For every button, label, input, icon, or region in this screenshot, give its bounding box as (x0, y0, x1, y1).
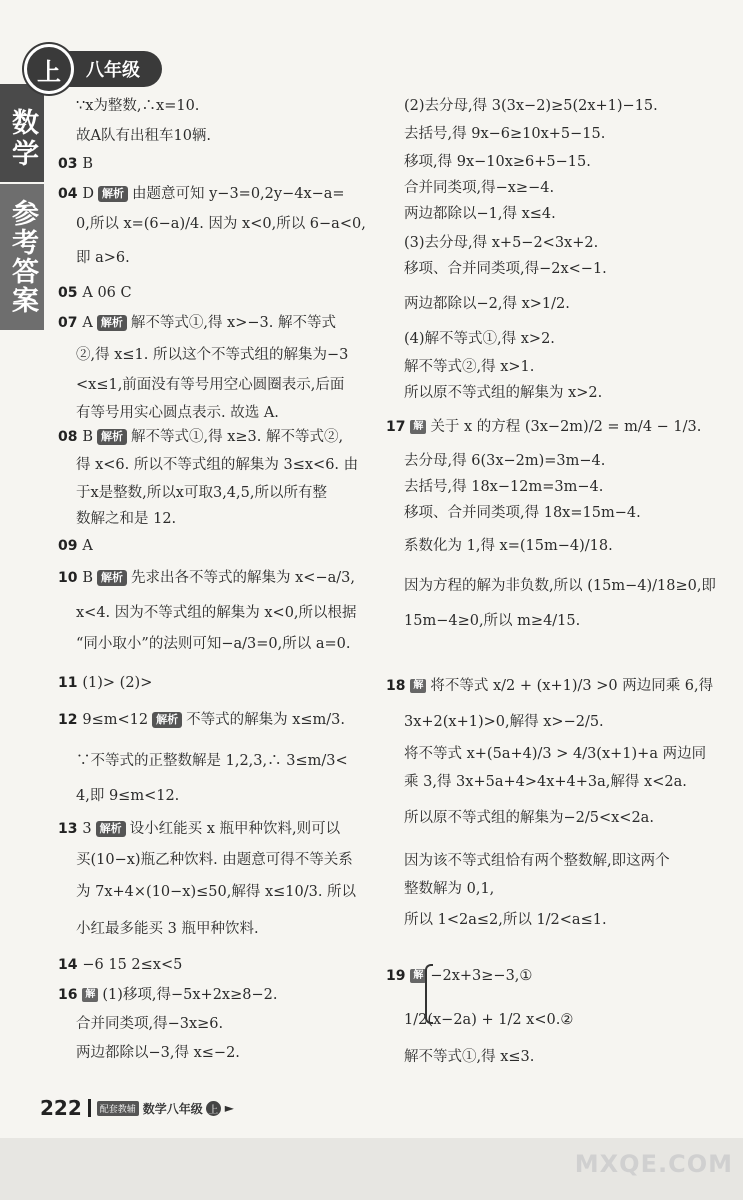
answer-item (58, 955, 182, 975)
solution-text: “同小取小”的法则可知−a/3=0,所以 a=0. (76, 636, 351, 652)
solution-text: 解不等式①,得 x>−3. 解不等式 (130, 315, 336, 331)
question-number: 18 (386, 678, 411, 694)
question-number: 09 (58, 538, 83, 554)
grade-badge (24, 44, 162, 94)
answer-line (404, 910, 607, 930)
answer-choice: 9≤m<12 (82, 712, 149, 728)
answer-line (404, 851, 670, 871)
answer-line (404, 259, 607, 279)
question-number: 10 (58, 570, 83, 586)
solution-text: 即 a>6. (76, 250, 130, 266)
question-number: 11 (58, 675, 83, 691)
subject-tab: 数学 (0, 84, 44, 182)
answer-line (404, 536, 613, 556)
question-number: 12 (58, 712, 83, 728)
answer-line (404, 357, 534, 377)
solution-text: 系数化为 1,得 x=(15m−4)/18. (404, 538, 613, 554)
solution-text: 因为方程的解为非负数,所以 (15m−4)/18≥0,即 (404, 578, 716, 594)
answer-line (404, 712, 604, 732)
solution-badge: 解 (82, 988, 98, 1002)
volume-badge: 上 (206, 1101, 221, 1116)
answer-line (76, 96, 199, 116)
analysis-badge: 解析 (97, 570, 127, 586)
solution-text: 去括号,得 18x−12m=3m−4. (404, 479, 604, 495)
answer-line (404, 96, 658, 116)
arrow-icon: ► (224, 1101, 235, 1115)
answer-choice: B (82, 429, 94, 445)
solution-text: 两边都除以−1,得 x≤4. (404, 206, 556, 222)
answer-line (404, 576, 716, 596)
answer-line (404, 451, 605, 471)
solution-text: 0,所以 x=(6−a)/4. 因为 x<0,所以 6−a<0, (76, 216, 366, 232)
analysis-badge: 解析 (98, 186, 128, 202)
solution-badge: 解 (410, 969, 426, 983)
solution-badge: 解 (410, 420, 426, 434)
answer-line (404, 611, 580, 631)
question-number: 16 (58, 987, 83, 1003)
question-number: 08 (58, 429, 83, 445)
page-number: 222 (40, 1096, 82, 1120)
solution-text: 不等式的解集为 x≤m/3. (186, 712, 345, 728)
answer-line (404, 152, 591, 172)
grade-mark: 上 (24, 44, 74, 94)
answer-line (404, 477, 603, 497)
solution-text: 4,即 9≤m<12. (76, 788, 180, 804)
solution-text: 所以原不等式组的解集为−2/5<x<2a. (404, 810, 654, 826)
question-number: 19 (386, 968, 411, 984)
answer-line (76, 751, 348, 771)
analysis-badge: 解析 (152, 712, 182, 728)
answer-line (76, 345, 348, 365)
answer-choice: B (82, 570, 94, 586)
solution-text: 所以原不等式组的解集为 x>2. (404, 385, 603, 401)
answer-line (404, 1047, 534, 1067)
answer-line (404, 808, 654, 828)
solution-text: 合并同类项,得−x≥−4. (404, 180, 555, 196)
solution-text: 因为该不等式组恰有两个整数解,即这两个 (404, 853, 670, 869)
answer-line (76, 455, 358, 475)
answer-item (58, 313, 336, 333)
answer-line (76, 483, 327, 503)
solution-text: 移项,得 9x−10x≥6+5−15. (404, 154, 591, 170)
system-brace (425, 964, 433, 1024)
solution-text: 关于 x 的方程 (3x−2m)/2 = m/4 − 1/3. (430, 419, 702, 435)
series-badge: 配套教辅 (97, 1101, 139, 1116)
analysis-badge: 解析 (97, 429, 127, 445)
solution-text: 故A队有出租车10辆. (76, 128, 212, 144)
solution-text: x<4. 因为不等式组的解集为 x<0,所以根据 (76, 605, 357, 621)
answer-item (58, 673, 152, 693)
solution-text: (3)去分母,得 x+5−2<3x+2. (404, 235, 599, 251)
solution-text: −2x+3≥−3,① (430, 968, 533, 984)
solution-text: 解不等式①,得 x≥3. 解不等式②, (131, 429, 344, 445)
answer-line (404, 503, 641, 523)
answer-line (76, 126, 211, 146)
answer-line (76, 634, 350, 654)
solution-text: ∵x为整数,∴x=10. (76, 98, 200, 114)
solution-text: 两边都除以−3,得 x≤−2. (76, 1045, 240, 1061)
solution-text: 解不等式①,得 x≤3. (404, 1049, 535, 1065)
question-number: 04 (58, 186, 83, 202)
answer-line (76, 603, 357, 623)
answer-item (58, 184, 345, 204)
solution-text: 去分母,得 6(3x−2m)=3m−4. (404, 453, 606, 469)
solution-text: 于x是整数,所以x可取3,4,5,所以所有整 (76, 485, 327, 501)
answer-item (58, 536, 93, 556)
answer-line (404, 383, 602, 403)
answer-line (404, 879, 494, 899)
answer-line (76, 1014, 223, 1034)
question-number: 14 (58, 957, 83, 973)
solution-text: 所以 1<2a≤2,所以 1/2<a≤1. (404, 912, 607, 928)
solution-text: 先求出各不等式的解集为 x<−a/3, (131, 570, 355, 586)
answer-choice: B (82, 156, 94, 172)
solution-text: 小红最多能买 3 瓶甲种饮料. (76, 921, 259, 937)
solution-text: ∵不等式的正整数解是 1,2,3,∴ 3≤m/3< (76, 753, 348, 769)
solution-text: 两边都除以−2,得 x>1/2. (404, 296, 570, 312)
book-title: 数学八年级 (142, 1101, 203, 1116)
question-number: 17 (386, 419, 411, 435)
answer-line (404, 329, 555, 349)
answer-line (76, 214, 366, 234)
answer-line (76, 786, 179, 806)
answer-item (58, 710, 345, 730)
answer-key-tab: 参考答案 (0, 184, 44, 330)
answer-item (386, 417, 701, 437)
solution-text: 15m−4≥0,所以 m≥4/15. (404, 613, 581, 629)
answer-item (58, 819, 340, 839)
solution-text: 得 x<6. 所以不等式组的解集为 3≤x<6. 由 (76, 457, 359, 473)
solution-text: 合并同类项,得−3x≥6. (76, 1016, 224, 1032)
answer-line (76, 919, 259, 939)
answer-choice: D (82, 186, 94, 202)
solution-text: 3x+2(x+1)>0,解得 x>−2/5. (404, 714, 604, 730)
answer-line (404, 204, 556, 224)
answer-choice: A (82, 538, 93, 554)
solution-text: 将不等式 x/2 + (x+1)/3 >0 两边同乘 6,得 (430, 678, 714, 694)
answer-line (76, 375, 344, 395)
solution-badge: 解 (410, 679, 426, 693)
answer-choice: 3 (82, 821, 92, 837)
solution-text: 数解之和是 12. (76, 511, 177, 527)
answer-line (76, 882, 356, 902)
answer-line (404, 178, 554, 198)
question-number: 05 (58, 285, 83, 301)
analysis-badge: 解析 (96, 821, 126, 837)
answer-line (76, 248, 130, 268)
solution-text: ②,得 x≤1. 所以这个不等式组的解集为−3 (76, 347, 349, 363)
solution-text: 解不等式②,得 x>1. (404, 359, 535, 375)
answer-line (404, 294, 570, 314)
answer-line (404, 744, 706, 764)
watermark: MXQE.COM (574, 1150, 733, 1178)
solution-text: 设小红能买 x 瓶甲种饮料,则可以 (129, 821, 341, 837)
answer-line (76, 1043, 240, 1063)
solution-text: 为 7x+4×(10−x)≤50,解得 x≤10/3. 所以 (76, 884, 357, 900)
answer-item (58, 427, 343, 447)
answer-line (404, 772, 687, 792)
answer-choice: A (82, 315, 93, 331)
answer-line (404, 233, 598, 253)
solution-text: 乘 3,得 3x+5a+4>4x+4+3a,解得 x<2a. (404, 774, 687, 790)
solution-text: 去括号,得 9x−6≥10x+5−15. (404, 126, 606, 142)
solution-text: (4)解不等式①,得 x>2. (404, 331, 555, 347)
answer-choice: −6 15 2≤x<5 (82, 957, 183, 973)
question-number: 03 (58, 156, 83, 172)
answer-item (386, 676, 713, 696)
answer-line (76, 403, 279, 423)
answer-line (404, 124, 605, 144)
answer-choice: (1)> (2)> (82, 675, 153, 691)
solution-text: 由题意可知 y−3=0,2y−4x−a= (132, 186, 345, 202)
solution-text: 移项、合并同类项,得 18x=15m−4. (404, 505, 641, 521)
solution-text: (2)去分母,得 3(3x−2)≥5(2x+1)−15. (404, 98, 658, 114)
answer-choice: A 06 C (82, 285, 132, 301)
solution-text: 将不等式 x+(5a+4)/3 > 4/3(x+1)+a 两边同 (404, 746, 707, 762)
answer-line (76, 850, 353, 870)
grade-label: 八年级 (66, 51, 162, 87)
solution-text: 移项、合并同类项,得−2x<−1. (404, 261, 607, 277)
solution-text: (1)移项,得−5x+2x≥8−2. (102, 987, 278, 1003)
question-number: 07 (58, 315, 83, 331)
answer-item (58, 283, 132, 303)
answer-line (76, 509, 176, 529)
divider (88, 1099, 91, 1117)
answer-item (58, 985, 277, 1005)
solution-text: 买(10−x)瓶乙种饮料. 由题意可得不等关系 (76, 852, 353, 868)
analysis-badge: 解析 (97, 315, 127, 331)
answer-item (58, 154, 93, 174)
answer-item (386, 966, 532, 986)
answer-item (58, 568, 355, 588)
question-number: 13 (58, 821, 83, 837)
solution-text: 整数解为 0,1, (404, 881, 495, 897)
footer (40, 1096, 234, 1120)
solution-text: 有等号用实心圆点表示. 故选 A. (76, 405, 279, 421)
solution-text: <x≤1,前面没有等号用空心圆圈表示,后面 (76, 377, 345, 393)
solution-text: 1/2(x−2a) + 1/2 x<0.② (404, 1012, 574, 1028)
